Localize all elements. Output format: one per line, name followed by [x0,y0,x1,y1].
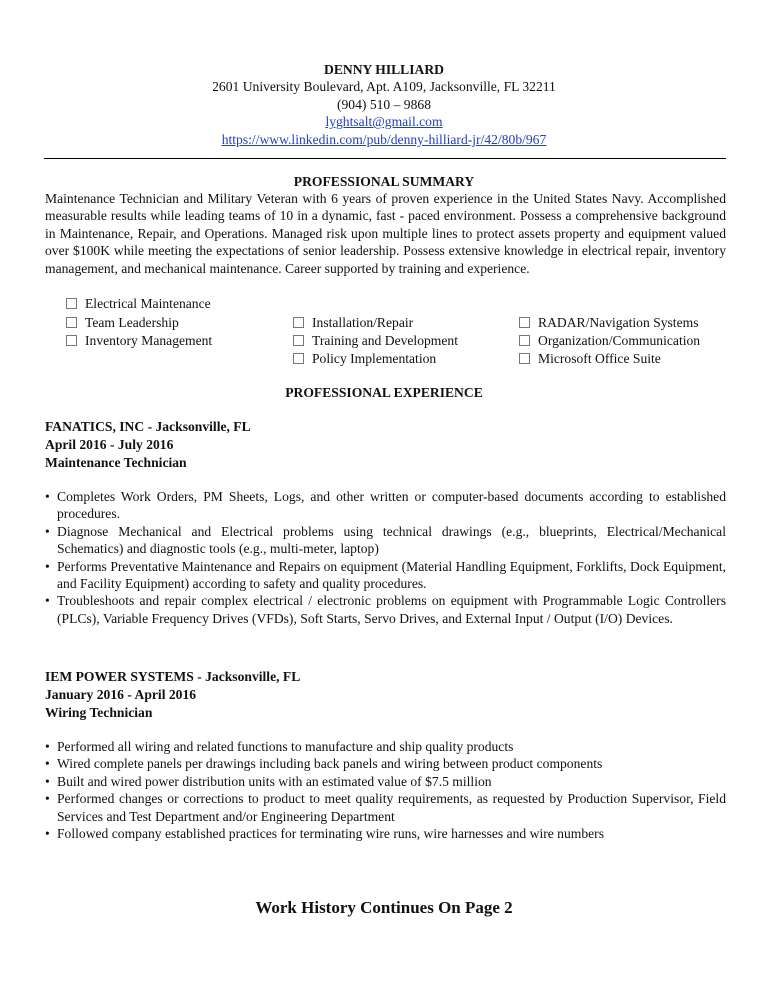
skill-item: Training and Development [293,332,458,349]
candidate-name: DENNY HILLIARD [324,62,444,77]
list-item: • Completes Work Orders, PM Sheets, Logs, and other written or computer-based documents according to established procedures. [45,488,726,523]
list-item: • Troubleshoots and repair complex electrical / electronic problems on equipment with Programmable Logic Controllers (PLCs), Variable Frequency Drives (VFDs), Soft Starts, Servo Drives, and External Input / Output (I/O) Devices. [45,592,726,627]
checkbox-icon [66,317,77,328]
address: 2601 University Boulevard, Apt. A109, Jacksonville, FL 32211 [212,79,556,95]
contact-header [0,61,768,148]
checkbox-icon [519,317,530,328]
list-item: • Followed company established practices for terminating wire runs, wire harnesses and wire numbers [45,825,726,842]
summary-text: Maintenance Technician and Military Veteran with 6 years of proven experience in the United States Navy. Accomplished measurable results while leading teams of 10 in a dynamic, fast - paced environment. Possess a comprehensive background in Maintenance, Repair, and Operations. Managed risk upon multiple lines to protect assets property and equipment valued over $100K while meeting the expectations of senior leadership. Possess extensive knowledge in electrical repair, inventory management, and mechanical maintenance. Career supported by training and experience. [45,191,726,276]
linkedin-link[interactable]: https://www.linkedin.com/pub/denny-hilliard-jr/42/80b/967 [221,131,547,147]
skill-item: Installation/Repair [293,314,413,331]
checkbox-icon [519,353,530,364]
experience-heading: PROFESSIONAL EXPERIENCE [285,385,483,400]
skill-item: Microsoft Office Suite [519,350,661,367]
list-item: • Performed all wiring and related functions to manufacture and ship quality products [45,738,726,755]
skill-item: Organization/Communication [519,332,700,349]
checkbox-icon [293,353,304,364]
list-item: • Performed changes or corrections to product to meet quality requirements, as requested by Production Supervisor, Field Services and Test Department and/or Engineering Department [45,790,726,825]
header-divider [44,158,726,159]
checkbox-icon [293,317,304,328]
email-link[interactable]: lyghtsalt@gmail.com [325,114,443,130]
skill-item: Team Leadership [66,314,179,331]
job-dates: January 2016 - April 2016 [45,687,197,702]
checkbox-icon [519,335,530,346]
skill-item: Electrical Maintenance [66,295,211,312]
company-name: FANATICS, INC - Jacksonville, FL [45,419,251,434]
job-bullets [45,738,726,842]
list-item: • Performs Preventative Maintenance and Repairs on equipment (Material Handling Equipment, Forklifts, Dock Equipment, and Facility Equipment) according to safety and quality procedures. [45,558,726,593]
job-bullets [45,488,726,627]
skill-item: Policy Implementation [293,350,436,367]
summary-heading: PROFESSIONAL SUMMARY [293,174,475,189]
job-dates: April 2016 - July 2016 [45,437,174,452]
list-item: • Diagnose Mechanical and Electrical problems using technical drawings (e.g., blueprints, Electrical/Mechanical Schematics) and diagnostic tools (e.g., multi-meter, laptop) [45,523,726,558]
list-item: • Built and wired power distribution units with an estimated value of $7.5 million [45,773,726,790]
phone: (904) 510 – 9868 [336,96,431,112]
checkbox-icon [66,335,77,346]
job-title: Wiring Technician [45,705,153,720]
skill-item: Inventory Management [66,332,212,349]
job-header [45,668,300,722]
checkbox-icon [66,298,77,309]
skills-list [66,295,746,367]
checkbox-icon [293,335,304,346]
list-item: • Wired complete panels per drawings including back panels and wiring between product components [45,755,726,772]
continuation-note: Work History Continues On Page 2 [255,898,513,917]
company-name: IEM POWER SYSTEMS - Jacksonville, FL [45,669,301,684]
job-title: Maintenance Technician [45,455,187,470]
skill-item: RADAR/Navigation Systems [519,314,698,331]
job-header [45,418,251,472]
